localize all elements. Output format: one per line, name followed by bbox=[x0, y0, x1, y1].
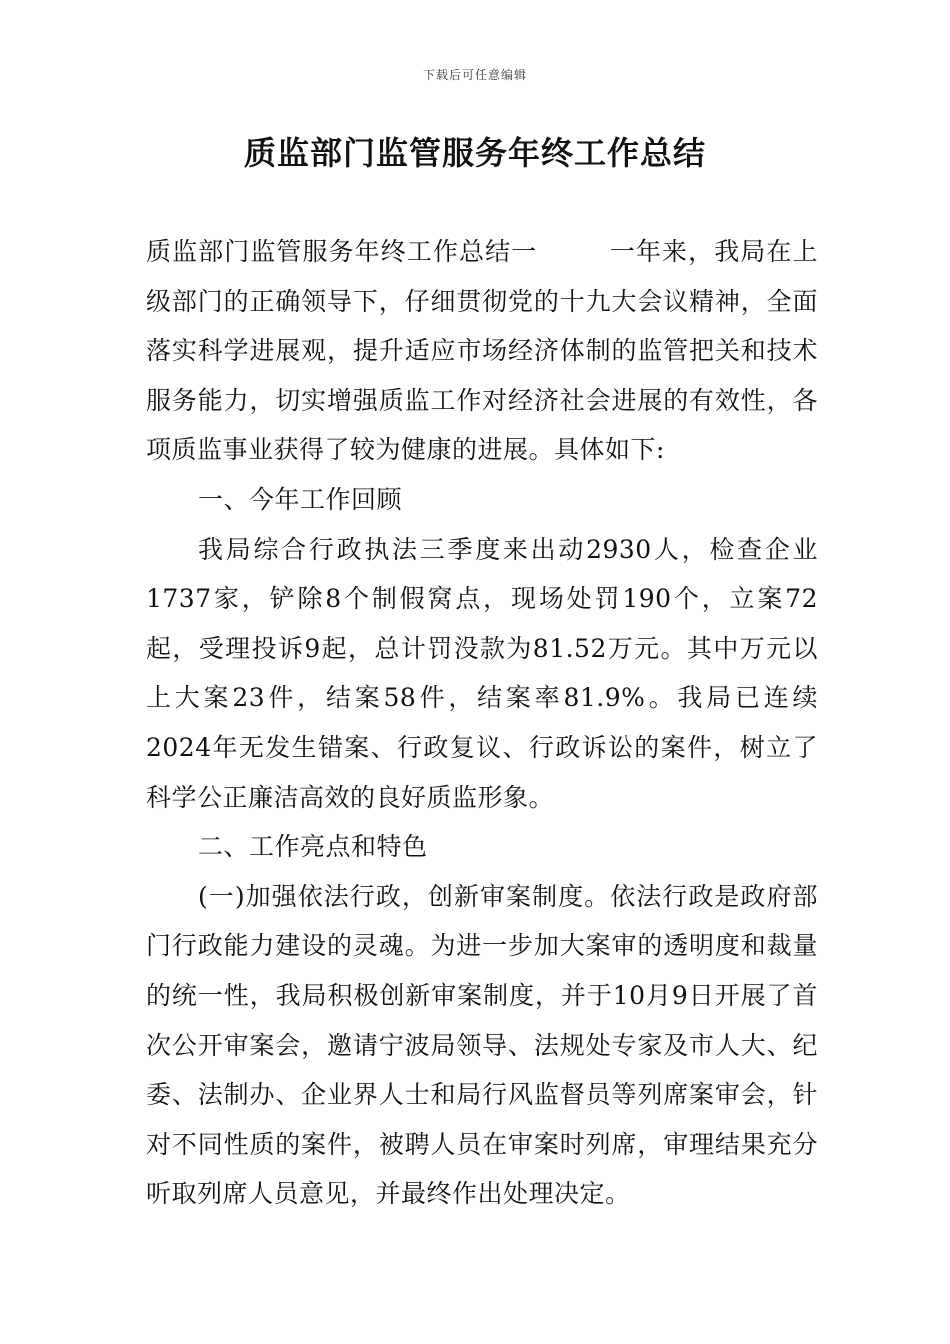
document-body bbox=[146, 227, 818, 1219]
intro-text: 一年来，我局在上级部门的正确领导下，仔细贯彻党的十九大会议精神，全面落实科学进展观，提升适应市场经济体制的监管把关和技术服务能力，切实增强质监工作对经济社会进展的有效性，各项质监事业获得了较为健康的进展。具体如下: bbox=[146, 237, 818, 465]
header-note: 下载后可任意编辑 bbox=[422, 68, 527, 82]
section-heading-review: 一、今年工作回顾 bbox=[198, 484, 403, 514]
section-heading-highlights: 二、工作亮点和特色 bbox=[198, 832, 428, 862]
intro-paragraph bbox=[146, 227, 818, 475]
highlights-paragraph: (一)加强依法行政，创新审案制度。依法行政是政府部门行政能力建设的灵魂。为进一步加大案审的透明度和裁量的统一性，我局积极创新审案制度，并于10月9日开展了首次公开审案会，邀请宁波局领导、法规处专家及市人大、纪委、法制办、企业界人士和局行风监督员等列席案审会，针对不同性质的案件，被聘人员在审案时列席，审理结果充分听取列席人员意见，并最终作出处理决定。 bbox=[146, 881, 818, 1209]
document-title: 质监部门监管服务年终工作总结 bbox=[243, 134, 706, 172]
intro-lead: 质监部门监管服务年终工作总结一 bbox=[146, 237, 538, 266]
review-paragraph: 我局综合行政执法三季度来出动2930人，检查企业1737家，铲除8个制假窝点，现场处罚190个，立案72起，受理投诉9起，总计罚没款为81.52万元。其中万元以上大案23件，结案58件，结案率81.9%。我局已连续2024年无发生错案、行政复议、行政诉讼的案件，树立了科学公正廉洁高效的良好质监形象。 bbox=[146, 534, 818, 812]
